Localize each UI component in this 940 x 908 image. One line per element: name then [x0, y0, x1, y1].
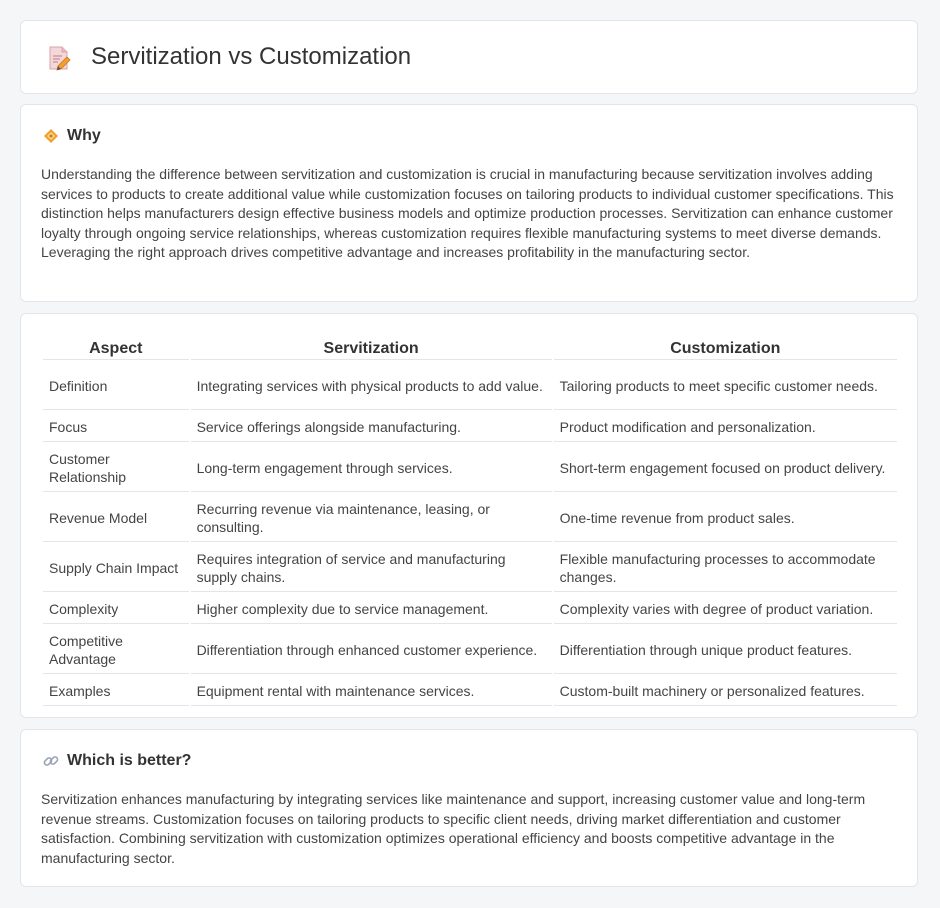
cell-aspect: Competitive Advantage	[43, 626, 189, 674]
cell-aspect: Definition	[43, 362, 189, 410]
comparison-table	[41, 336, 899, 708]
cell-aspect: Complexity	[43, 594, 189, 624]
cell-servitization: Recurring revenue via maintenance, leasing, or consulting.	[191, 494, 552, 542]
table-row	[43, 626, 897, 674]
cell-servitization: Equipment rental with maintenance services.	[191, 676, 552, 706]
cell-servitization: Long-term engagement through services.	[191, 444, 552, 492]
cell-servitization: Service offerings alongside manufacturing.	[191, 412, 552, 442]
cell-aspect: Customer Relationship	[43, 444, 189, 492]
cell-customization: Product modification and personalization.	[554, 412, 897, 442]
cell-customization: Complexity varies with degree of product variation.	[554, 594, 897, 624]
cell-customization: Tailoring products to meet specific customer needs.	[554, 362, 897, 410]
better-heading	[43, 752, 191, 770]
cell-customization: Custom-built machinery or personalized features.	[554, 676, 897, 706]
page-title: Servitization vs Customization	[91, 43, 412, 70]
why-section	[20, 104, 918, 302]
table-row	[43, 444, 897, 492]
document-pencil-icon	[47, 45, 71, 71]
cell-customization: One-time revenue from product sales.	[554, 494, 897, 542]
better-text: Servitization enhances manufacturing by integrating services like maintenance and support, increasing customer value and long-term revenue streams. Customization focuses on tailoring products to specific client needs, driving market differentiation and customer satisfaction. Combining servitization with customization optimizes operational efficiency and boosts competitive advantage in the manufacturing sector.	[41, 791, 866, 866]
cell-aspect: Focus	[43, 412, 189, 442]
cell-aspect: Supply Chain Impact	[43, 544, 189, 592]
which-is-better-section	[20, 729, 918, 887]
cell-aspect: Revenue Model	[43, 494, 189, 542]
header-card	[20, 20, 918, 94]
better-title: Which is better?	[67, 752, 192, 769]
cell-servitization: Requires integration of service and manufacturing supply chains.	[191, 544, 552, 592]
header-aspect: Aspect	[43, 338, 189, 360]
table-row	[43, 494, 897, 542]
table-row	[43, 676, 897, 706]
link-icon	[43, 753, 59, 769]
table-row	[43, 594, 897, 624]
cell-servitization: Integrating services with physical products to add value.	[191, 362, 552, 410]
table-row	[43, 544, 897, 592]
diamond-icon	[43, 128, 59, 144]
cell-customization: Flexible manufacturing processes to accommodate changes.	[554, 544, 897, 592]
table-row	[43, 412, 897, 442]
cell-servitization: Differentiation through enhanced customer experience.	[191, 626, 552, 674]
why-heading	[43, 127, 101, 145]
header-customization: Customization	[554, 338, 897, 360]
why-title: Why	[67, 127, 101, 144]
cell-aspect: Examples	[43, 676, 189, 706]
table-header-row	[43, 338, 897, 360]
cell-customization: Differentiation through unique product features.	[554, 626, 897, 674]
comparison-table-card	[20, 313, 918, 718]
cell-customization: Short-term engagement focused on product delivery.	[554, 444, 897, 492]
header-servitization: Servitization	[191, 338, 552, 360]
why-text: Understanding the difference between servitization and customization is crucial in manufacturing because servitization involves adding services to products to create additional value while customization focuses on tailoring products to individual customer specifications. This distinction helps manufacturers design effective business models and optimize production processes. Servitization can enhance customer loyalty through ongoing service relationships, whereas customization requires flexible manufacturing systems to meet diverse demands. Leveraging the right approach drives competitive advantage and increases profitability in the manufacturing sector.	[41, 166, 894, 260]
table-row	[43, 362, 897, 410]
cell-servitization: Higher complexity due to service management.	[191, 594, 552, 624]
